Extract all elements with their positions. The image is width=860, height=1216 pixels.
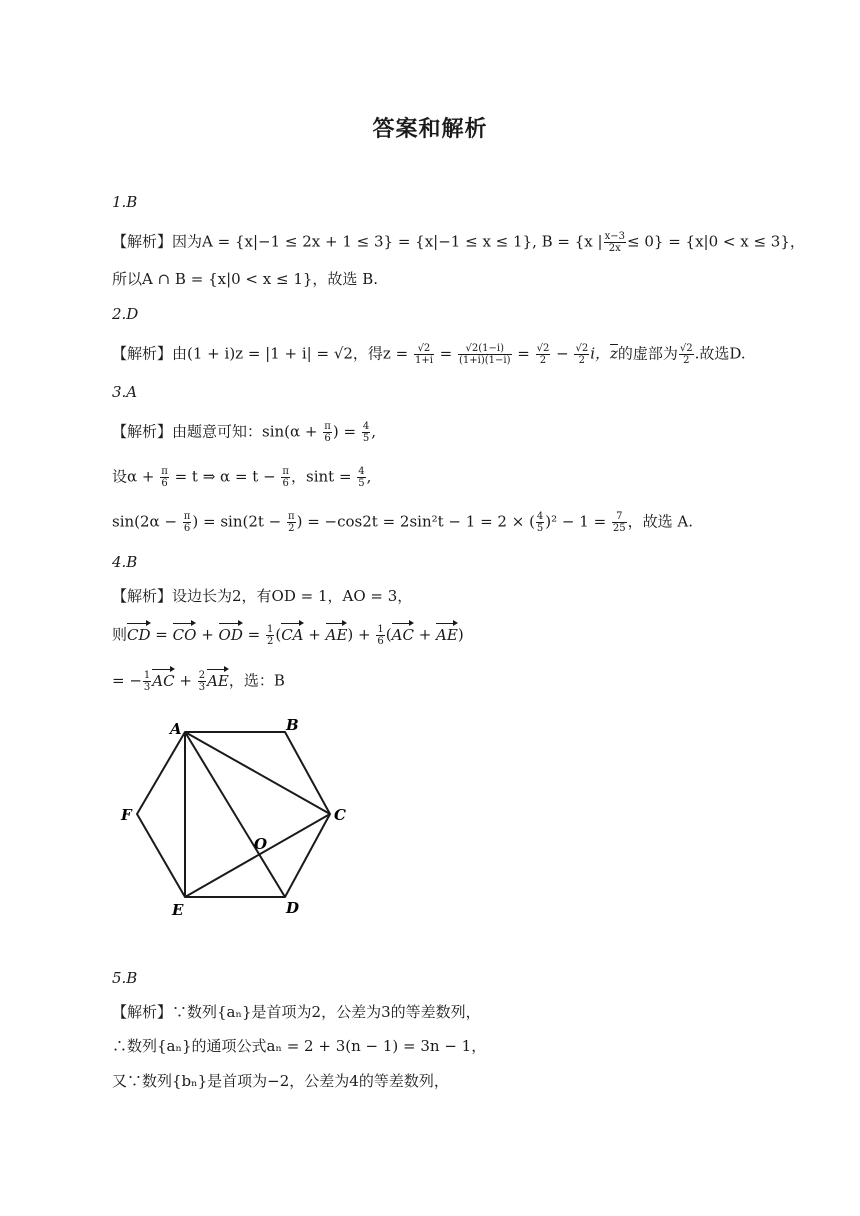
segment-AD: [185, 732, 285, 897]
page-title: 答案和解析: [372, 117, 488, 142]
question-3-analysis-line-3: sin(2α − $\frac{\pi}{6}$ ) = sin(2t − $\frac{\pi}{2}$ ) = −cos2t = 2sin²t − 1 = 2 × ( $\frac{4}{5}$ )² − 1 = $\frac{7}{25}$ ，故选 A.: [112, 511, 694, 534]
label-F: F: [121, 806, 132, 824]
question-3-analysis-line-1: 【解析】由题意可知：sin(α + $\frac{\pi}{6}$ ) = $\frac{4}{5}$ ,: [112, 421, 376, 444]
question-5-analysis-line-2: ∴数列{aₙ}的通项公式aₙ = 2 + 3(n − 1) = 3n − 1，: [112, 1037, 487, 1055]
question-5-answer: 5.B: [112, 969, 138, 987]
question-1-analysis-line-2: 所以A ∩ B = {x|0 < x ≤ 1}，故选 B.: [112, 270, 378, 288]
question-2-analysis: 【解析】由(1 + i)z = |1 + i| = √2，得z = $\frac{√2}{1+i}$ = $\frac{√2(1-i)}{(1+i)(1-i)}$ = $\frac{√2}{2}$ − $\frac{√2}{2}$ i，$\overline{z}$的虚部为 $\frac{√2}{2}$ .故选D.: [112, 343, 746, 366]
analysis-tag: 【解析】: [112, 232, 173, 251]
question-4-analysis-line-1: 【解析】设边长为2，有OD = 1，AO = 3，: [112, 587, 413, 605]
question-5-analysis-line-3: 又∵数列{bₙ}是首项为−2，公差为4的等差数列，: [112, 1072, 449, 1090]
question-2-answer: 2.D: [112, 305, 139, 323]
fraction: $\frac{x-3}{2x}$: [604, 231, 625, 254]
label-D: D: [286, 899, 300, 917]
question-3-analysis-line-2: 设α + $\frac{\pi}{6}$ = t ⇒ α = t − $\frac{\pi}{6}$ ，sint = $\frac{4}{5}$ ,: [112, 466, 372, 489]
question-4-answer: 4.B: [112, 553, 138, 571]
question-1-analysis-line-1: 【解析】因为A = {x|−1 ≤ 2x + 1 ≤ 3} = {x|−1 ≤ x ≤ 1}, B = {x | $\frac{x-3}{2x}$ ≤ 0} = {x|0 < x ≤ 3}，: [112, 231, 805, 254]
question-3-answer: 3.A: [112, 383, 138, 401]
label-A: A: [170, 720, 182, 738]
hexagon-diagram: [115, 710, 355, 920]
label-B: B: [286, 716, 299, 734]
question-1-answer: 1.B: [112, 193, 138, 211]
label-E: E: [172, 901, 184, 919]
label-C: C: [334, 806, 346, 824]
question-4-analysis-line-3: = − $\frac{1}{3}$ AC + $\frac{2}{3}$ AE，选：B: [112, 670, 285, 693]
label-O: O: [254, 835, 268, 853]
hexagon-outline: [137, 732, 330, 897]
question-4-analysis-line-2: 则CD = CO + OD = $\frac{1}{2}$ (CA + AE) + $\frac{1}{6}$ (AC + AE): [112, 624, 464, 647]
question-5-analysis-line-1: 【解析】∵数列{aₙ}是首项为2，公差为3的等差数列，: [112, 1003, 481, 1021]
